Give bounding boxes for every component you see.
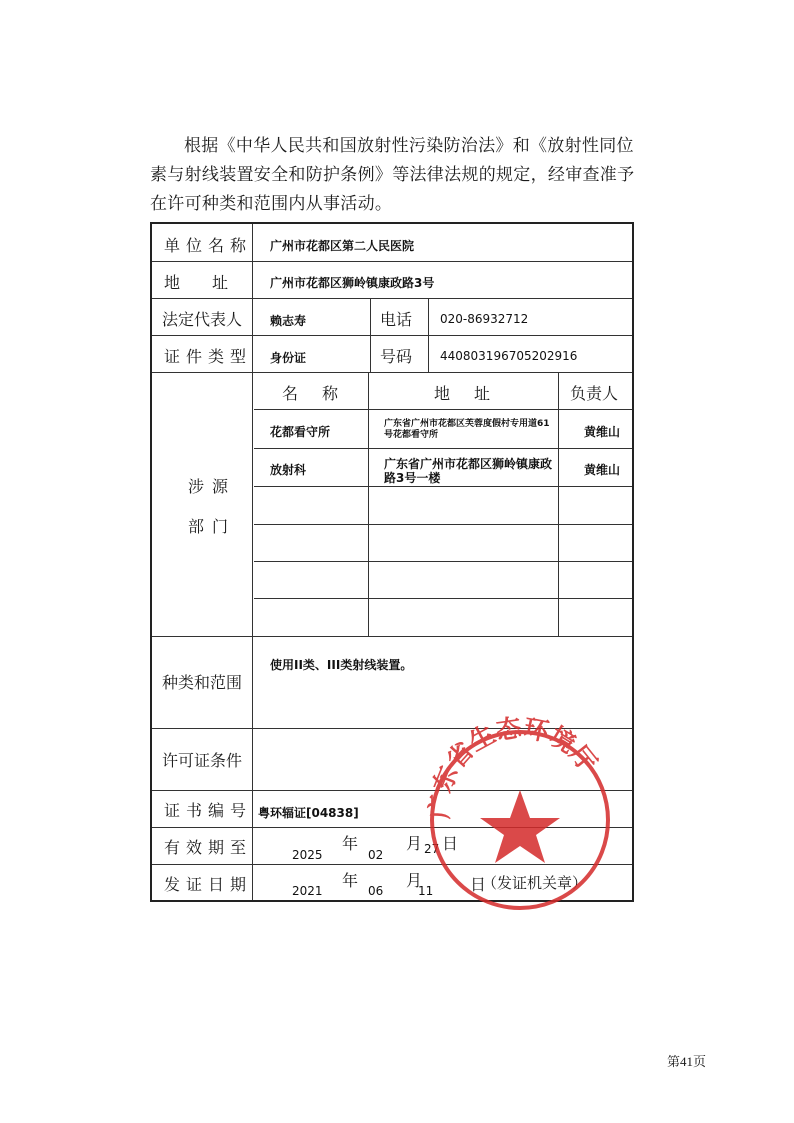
row-divider [254,524,632,525]
valid-until-year: 2025 [292,848,323,862]
col-divider [428,298,429,372]
row-divider [254,486,632,487]
unit-name-label: 单位名称 [164,236,253,255]
issue-authority-note: （发证机关章） [482,874,588,892]
dept-header-name: 名 称 [282,384,343,403]
row-divider [152,335,632,336]
unit-name-value: 广州市花都区第二人民医院 [270,239,415,253]
id-no-label: 号码 [380,347,413,366]
row-divider [254,561,632,562]
dept-row-1-name: 花都看守所 [270,425,331,439]
page-number: 第41页 [666,1054,706,1069]
issue-date-label: 发证日期 [164,875,253,894]
legal-rep-label: 法定代表人 [162,310,243,329]
intro-paragraph: 根据《中华人民共和国放射性污染防治法》和《放射性同位素与射线装置安全和防护条例》等法律法规的规定，经审查准予在许可种类和范围内从事活动。 [150,136,635,214]
official-seal [420,712,620,922]
scope-value: 使用II类、III类射线装置。 [270,658,413,672]
col-divider [368,372,369,636]
row-divider [254,448,632,449]
legal-rep-value: 赖志寿 [270,314,307,328]
dept-label-1: 涉源 [188,477,237,496]
issue-date-month-unit: 月 [406,871,423,890]
col-divider [252,224,253,900]
id-type-value: 身份证 [270,351,307,365]
dept-label-2: 部门 [188,517,237,536]
id-no-value: 440803196705202916 [440,349,578,363]
issue-date-year-unit: 年 [342,871,359,890]
scope-label: 种类和范围 [162,673,243,692]
col-divider [558,372,559,636]
row-divider [254,409,632,410]
col-divider [370,298,371,372]
valid-until-label: 有效期至 [164,838,253,857]
cert-no-value: 粤环辐证[04838] [258,806,359,820]
valid-until-day-unit: 日 [442,834,459,853]
phone-value: 020-86932712 [440,312,529,326]
phone-label: 电话 [380,310,413,329]
address-label: 地 址 [164,273,229,292]
valid-until-day: 27 [424,842,440,856]
seal-text: 广东省生态环境厅 [425,712,603,820]
issue-date-month: 06 [368,884,384,898]
issue-date-day-unit: 日 [470,875,487,894]
seal-star-icon [480,790,560,863]
conditions-label: 许可证条件 [162,751,243,770]
valid-until-month-unit: 月 [406,834,423,853]
row-divider [152,372,632,373]
dept-row-1-leader: 黄维山 [584,425,621,439]
dept-row-2-address: 广东省广州市花都区狮岭镇康政路3号一楼 [384,457,553,485]
row-divider [152,636,632,637]
address-value: 广州市花都区狮岭镇康政路3号 [270,276,435,290]
valid-until-month: 02 [368,848,384,862]
dept-row-2-name: 放射科 [270,463,307,477]
issue-date-year: 2021 [292,884,323,898]
issue-date-day: 11 [418,884,434,898]
id-type-label: 证件类型 [164,347,253,366]
row-divider [152,261,632,262]
dept-header-address: 地 址 [434,384,495,403]
cert-no-label: 证书编号 [164,801,253,820]
row-divider [152,298,632,299]
dept-row-1-address: 广东省广州市花都区芙蓉度假村专用道61号花都看守所 [384,419,550,440]
row-divider [254,598,632,599]
valid-until-year-unit: 年 [342,834,359,853]
dept-header-leader: 负责人 [570,384,619,403]
dept-row-2-leader: 黄维山 [584,463,621,477]
